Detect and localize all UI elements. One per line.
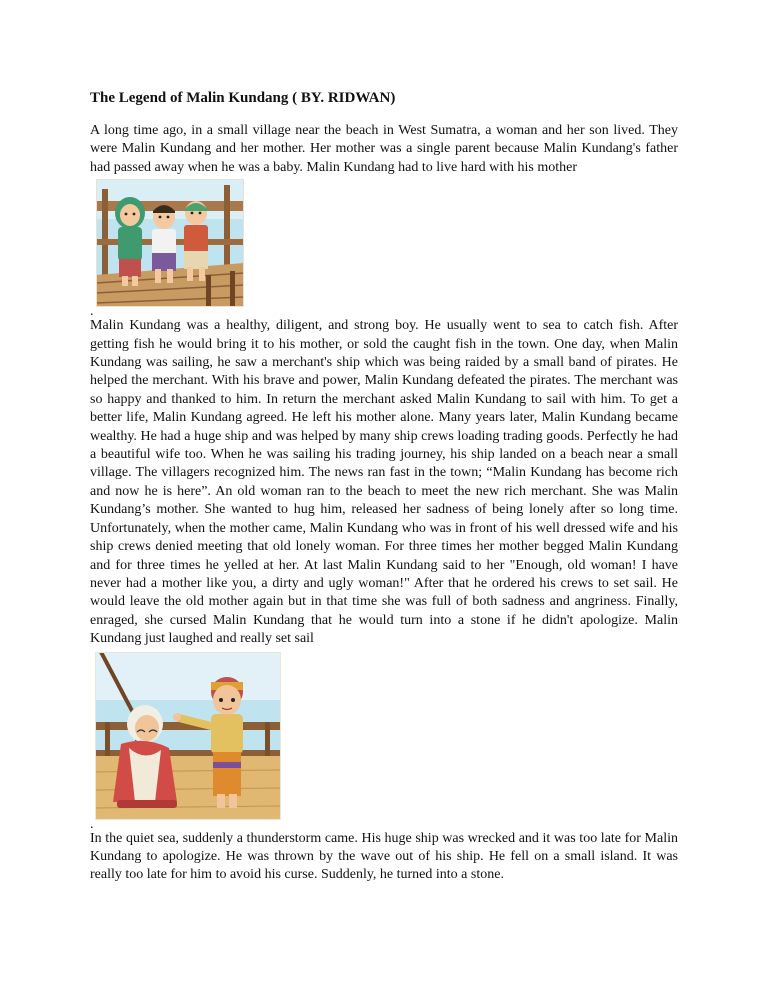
- document-page: [90, 88, 678, 885]
- illustration-children-on-pier: [96, 179, 244, 307]
- document-title: The Legend of Malin Kundang ( BY. RIDWAN): [90, 90, 396, 106]
- separator-dot: .: [90, 304, 94, 320]
- paragraph-story: Malin Kundang was a healthy, diligent, and strong boy. He usually went to sea to catch fish. After getting fish he would bring it to his mother, or sold the caught fish in the town. One day, when Malin Kundang was sailing, he saw a merchant's ship which was being raided by a small band of pirates. He helped the merchant. With his brave and power, Malin Kundang defeated the pirates. The merchant was so happy and thanked to him. In return the merchant asked Malin Kundang to sail with him. To get a better life, Malin Kundang agreed. He left his mother alone. Many years later, Malin Kundang became wealthy. He had a huge ship and was helped by many ship crews loading trading goods. Perfectly he had a beautiful wife too. When he was sailing his trading journey, his ship landed on a beach near a small village. The villagers recognized him. The news ran fast in the town; “Malin Kundang has become rich and now he is here”. An old woman ran to the beach to meet the new rich merchant. She was Malin Kundang’s mother. She wanted to hug him, released her sadness of being lonely after so long time. Unfortunately, when the mother came, Malin Kundang who was in front of his well dressed wife and his ship crews denied meeting that old lonely woman. For three times her mother begged Malin Kundang and for three times he yelled at her. At last Malin Kundang said to her "Enough, old woman! I have never had a mother like you, a dirty and ugly woman!" After that he ordered his crews to set sail. He would leave the old mother again but in that time she was full of both sadness and angriness. Finally, enraged, she cursed Malin Kundang that he would turn into a stone if he didn't apologize. Malin Kundang just laughed and really set sail: [90, 318, 678, 647]
- paragraph-intro: A long time ago, in a small village near the beach in West Sumatra, a woman and her son lived. They were Malin Kundang and her mother. Her mother was a single parent because Malin Kundang's father had passed away when he was a baby. Malin Kundang had to live hard with his mother: [90, 123, 678, 175]
- illustration-mother-and-son-on-ship: [95, 652, 281, 820]
- separator-dot: .: [90, 816, 94, 832]
- paragraph-ending: In the quiet sea, suddenly a thunderstorm came. His huge ship was wrecked and it was too late for Malin Kundang to apologize. He was thrown by the wave out of his ship. He fell on a small island. It was really too late for him to avoid his curse. Suddenly, he turned into a stone.: [90, 830, 678, 883]
